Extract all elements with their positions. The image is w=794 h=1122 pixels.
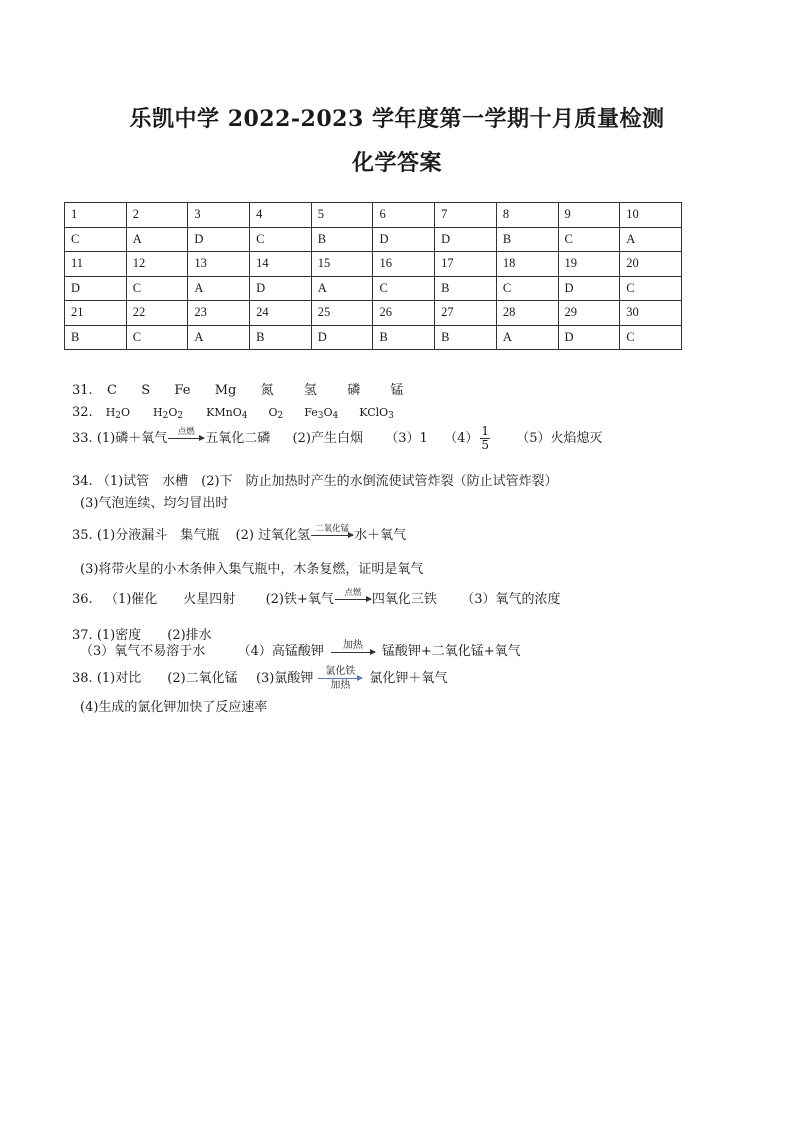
answer-cell: C <box>126 276 188 301</box>
answer-37-line2 <box>80 640 521 663</box>
answer-31 <box>72 379 404 398</box>
question-number-cell: 30 <box>620 301 682 326</box>
page-title: 乐凯中学 2022-2023 学年度第一学期十月质量检测 <box>129 106 665 132</box>
answer-cell: C <box>496 276 558 301</box>
answer-item: S <box>141 383 151 398</box>
answer-part: （1)催化 火星四射 <box>104 592 236 607</box>
formula: $O_2$ <box>268 406 284 421</box>
question-number-cell: 27 <box>435 301 497 326</box>
question-number-cell: 15 <box>311 252 373 277</box>
answer-cell: D <box>373 227 435 252</box>
answer-cell: D <box>65 276 127 301</box>
equation-reactants: （4）高锰酸钾 <box>237 644 324 659</box>
question-number: 35. <box>72 528 93 543</box>
answer-item: 锰 <box>390 383 404 398</box>
answer-34-line2: (3)气泡连续、均匀冒出时 <box>80 496 229 511</box>
equation-reactants: (2)铁+氧气 <box>265 592 334 607</box>
question-number-cell: 7 <box>435 203 497 228</box>
answer-33 <box>72 425 603 452</box>
question-number: 36. <box>72 592 93 607</box>
answer-row <box>65 325 682 350</box>
answer-38-line2: (4)生成的氯化钾加快了反应速率 <box>80 700 268 715</box>
answer-cell: B <box>435 325 497 350</box>
equation-products: 锰酸钾+二氧化锰+氧气 <box>381 644 521 659</box>
reaction-arrow: 氯化铁 加热 <box>318 666 362 691</box>
answer-35-line2: (3)将带火星的小木条伸入集气瓶中，木条复燃，证明是氧气 <box>80 562 424 577</box>
question-number-cell: 18 <box>496 252 558 277</box>
answer-cell: C <box>250 227 312 252</box>
question-number-cell: 8 <box>496 203 558 228</box>
answer-item: Fe <box>174 383 191 398</box>
formula: KClO$_3$ <box>359 406 394 421</box>
answer-part: （5）火焰熄灭 <box>516 431 603 446</box>
question-number-cell: 28 <box>496 301 558 326</box>
question-number: 32. <box>72 405 93 420</box>
fraction: $\frac{1}{5}$ <box>481 424 489 452</box>
question-number-cell: 21 <box>65 301 127 326</box>
answer-row <box>65 227 682 252</box>
answer-item: 氮 <box>260 383 274 398</box>
answer-34 <box>72 470 558 489</box>
question-number-row <box>65 301 682 326</box>
answer-item: C <box>106 383 117 398</box>
question-number-cell: 6 <box>373 203 435 228</box>
question-number: 31. <box>72 383 93 398</box>
answer-table <box>64 202 682 350</box>
answer-part: (1)分液漏斗 集气瓶 <box>96 528 220 543</box>
formula: $Fe_3O_4$ <box>304 406 339 421</box>
reaction-arrow: 点燃 <box>335 589 371 610</box>
answer-cell: A <box>311 276 373 301</box>
answer-cell: B <box>311 227 373 252</box>
question-number-row <box>65 252 682 277</box>
answer-part: (1)对比 (2)二氧化锰 <box>96 671 238 686</box>
question-number-cell: 14 <box>250 252 312 277</box>
answer-cell: C <box>373 276 435 301</box>
equation-products: 五氧化二磷 <box>205 431 271 446</box>
answer-cell: C <box>126 325 188 350</box>
answer-cell: C <box>620 325 682 350</box>
answer-part: （1)试管 水槽 (2)下 防止加热时产生的水倒流使试管炸裂（防止试管炸裂） <box>96 474 558 489</box>
answer-item: 磷 <box>347 383 361 398</box>
equation-products: 氯化钾＋氧气 <box>369 671 448 686</box>
answer-cell: B <box>496 227 558 252</box>
answer-cell: C <box>558 227 620 252</box>
answer-38 <box>72 666 447 691</box>
question-number-cell: 24 <box>250 301 312 326</box>
answer-cell: C <box>65 227 127 252</box>
answer-cell: D <box>435 227 497 252</box>
equation-products: 四氧化三铁 <box>371 592 437 607</box>
equation-products: 水＋氧气 <box>354 528 407 543</box>
formula: KMnO$_4$ <box>206 406 248 421</box>
formula: $H_2O$ <box>105 406 131 421</box>
answer-cell: B <box>373 325 435 350</box>
question-number-cell: 20 <box>620 252 682 277</box>
answer-part: (1)密度 (2)排水 <box>96 628 212 643</box>
answer-35 <box>72 524 406 546</box>
answer-cell: A <box>496 325 558 350</box>
question-number: 33. <box>72 431 93 446</box>
answer-cell: D <box>188 227 250 252</box>
question-number-cell: 16 <box>373 252 435 277</box>
question-number: 37. <box>72 628 93 643</box>
question-number-cell: 17 <box>435 252 497 277</box>
question-number-cell: 23 <box>188 301 250 326</box>
answer-cell: A <box>620 227 682 252</box>
reaction-arrow: 加热 <box>331 640 375 663</box>
answer-cell: B <box>250 325 312 350</box>
answer-part: （4） <box>444 431 479 446</box>
question-number-cell: 4 <box>250 203 312 228</box>
question-number-cell: 9 <box>558 203 620 228</box>
answer-item: Mg <box>214 383 237 398</box>
answer-cell: C <box>620 276 682 301</box>
question-number-cell: 26 <box>373 301 435 326</box>
answer-item: 氢 <box>303 383 317 398</box>
answer-cell: A <box>188 276 250 301</box>
answer-cell: A <box>188 325 250 350</box>
formula: $H_2O_2$ <box>153 406 184 421</box>
question-number-row <box>65 203 682 228</box>
answer-part: （3）氧气的浓度 <box>461 592 561 607</box>
answer-part: （3）1 <box>385 431 428 446</box>
reaction-arrow: 点燃 <box>168 428 204 449</box>
answer-cell: A <box>126 227 188 252</box>
question-number-cell: 3 <box>188 203 250 228</box>
answer-32 <box>72 405 394 421</box>
equation-reactants: (3)氯酸钾 <box>255 671 314 686</box>
answer-cell: D <box>558 325 620 350</box>
reaction-arrow: 二氧化锰 <box>311 525 353 546</box>
question-number-cell: 10 <box>620 203 682 228</box>
question-number-cell: 22 <box>126 301 188 326</box>
question-number-cell: 13 <box>188 252 250 277</box>
question-number-cell: 19 <box>558 252 620 277</box>
question-number-cell: 12 <box>126 252 188 277</box>
answer-part: (2)产生白烟 <box>292 431 363 446</box>
question-number-cell: 29 <box>558 301 620 326</box>
question-number-cell: 25 <box>311 301 373 326</box>
answer-row <box>65 276 682 301</box>
question-number-cell: 2 <box>126 203 188 228</box>
page-subtitle: 化学答案 <box>351 150 442 176</box>
question-number-cell: 1 <box>65 203 127 228</box>
answer-36 <box>72 588 560 610</box>
question-number-cell: 11 <box>65 252 127 277</box>
equation-reactants: (1)磷＋氧气 <box>96 431 168 446</box>
answer-cell: D <box>311 325 373 350</box>
answer-cell: D <box>250 276 312 301</box>
answer-cell: B <box>435 276 497 301</box>
answer-cell: D <box>558 276 620 301</box>
equation-reactants: (2) 过氧化氢 <box>235 528 311 543</box>
answer-part: （3）氧气不易溶于水 <box>80 644 206 659</box>
answer-cell: B <box>65 325 127 350</box>
question-number: 38. <box>72 671 93 686</box>
question-number-cell: 5 <box>311 203 373 228</box>
question-number: 34. <box>72 474 93 489</box>
